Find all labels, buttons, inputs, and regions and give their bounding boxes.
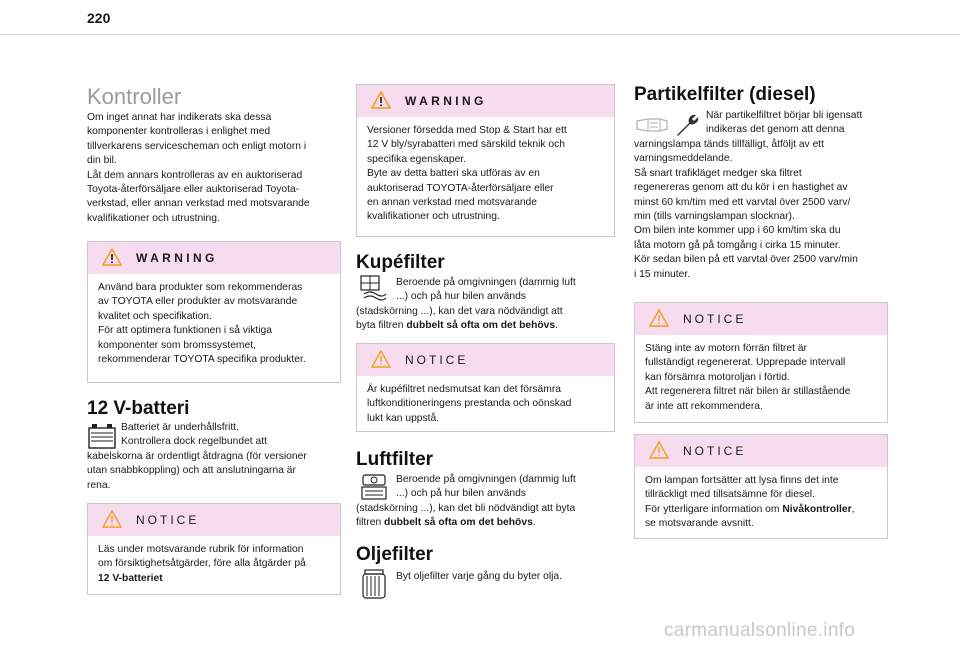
kontroller-intro: Om inget annat har indikerats ska dessa komponenter kontrolleras i enlighet med tillverkarens servicescheman och enligt motorn i din bil. Låt dem annars kontrolleras av en auktoriserad Toyota-återförsäljare eller auktoriserad Toyota- verkstad, eller annan verkstad med motsvarande kvalifikationer och utrustning. — [87, 112, 310, 224]
battery-text-a: Batteriet är underhållsfritt. Kontrollera dock regelbundet att — [121, 422, 267, 448]
notice-box-header — [88, 504, 340, 536]
air-text-a: Beroende på omgivningen (dammig luft ...) och på hur bilen används — [396, 474, 576, 500]
warning-text: Använd bara produkter som rekommenderas av TOYOTA eller produkter av motsvarande kvalitet och specifikation. För att optimera funktionen i så viktiga komponenter som bromssystemet, rekommenderar TOYOTA specifika produkter. — [98, 282, 306, 366]
particle-text-a: När partikelfiltret börjar bli igensatt indikeras det genom att denna — [706, 110, 863, 136]
section-title-oil-filter: Oljefilter — [356, 544, 434, 565]
notice-text — [635, 467, 887, 532]
battery-icon — [87, 422, 117, 450]
cabin-text-main: (stadskörning ...), kan det vara nödvändigt att byta filtren — [356, 306, 563, 332]
cabin-filter-icon — [360, 275, 388, 301]
air-text-end: . — [532, 517, 536, 529]
notice-text-end: , se motsvarande avsnitt. — [645, 503, 855, 530]
page-number: 220 — [87, 10, 111, 26]
air-text-main: (stadskörning ...), kan det bli nödvändigt att byta filtren — [356, 503, 576, 529]
cabin-text-bold: dubbelt så ofta om det behövs — [406, 320, 556, 332]
warning-text: Versioner försedda med Stop & Start har ett 12 V bly/syrabatteri med särskild teknik och specifika egenskaper. Byte av detta batteri ska utföras av en auktoriserad TOYOTA-återförsäljare eller en annan verkstad med motsvarande kvalifikationer och utrustning. — [367, 125, 567, 223]
battery-text-b: kabelskorna är ordentligt åtdragna (för versioner utan snabbkoppling) och att anslutningarna är rena. — [87, 451, 307, 491]
notice-text-bold: 12 V-batteriet — [98, 572, 163, 584]
notice-triangle-icon — [649, 441, 669, 459]
header-divider — [0, 34, 960, 35]
notice-title: NOTICE — [136, 513, 200, 527]
particle-text-b: varningslampa tänds tillfälligt, åtföljt av ett varningsmeddelande. Så snart trafikläget medger ska filtret regenereras genom att du kör i en hastighet av minst 60 km/tim med ett varvtal över 2500 varv/ min (tills varningslampan slocknar). Om bilen inte kommer upp i 60 km/tim ska du låta motorn gå på tomgång i cirka 15 minuter. Kör sedan bilen på ett varvtal över 2500 varv/min i 15 minuter. — [634, 139, 858, 280]
warning-triangle-icon — [102, 248, 122, 266]
cabin-text-end: . — [555, 320, 558, 332]
cabin-text-a: Beroende på omgivningen (dammig luft ...) och på hur bilen används — [396, 277, 576, 303]
notice-title: NOTICE — [683, 312, 747, 326]
notice-box-battery — [87, 503, 341, 595]
notice-title: NOTICE — [683, 444, 747, 458]
notice-box-header — [635, 303, 887, 335]
notice-box-additive — [634, 434, 888, 539]
notice-text: Är kupéfiltret nedsmutsat kan det försämra luftkonditioneringens prestanda och oönskad lukt kan uppstå. — [367, 384, 572, 424]
notice-text-main: Om lampan fortsätter att lysa finns det inte tillräckligt med tillsatsämne för diesel. För ytterligare information om — [645, 475, 839, 515]
section-title-cabin-filter: Kupéfilter — [356, 252, 445, 273]
cabin-text-b — [356, 305, 618, 334]
section-title-kontroller: Kontroller — [87, 84, 182, 109]
air-text-b — [356, 502, 618, 531]
warning-box-stop-start — [356, 84, 615, 237]
notice-triangle-icon — [649, 309, 669, 327]
section-title-battery: 12 V-batteri — [87, 398, 190, 419]
notice-box-header — [357, 344, 614, 376]
notice-text-bold: Nivåkontroller — [782, 503, 852, 515]
notice-triangle-icon — [102, 510, 122, 528]
section-title-particle-filter: Partikelfilter (diesel) — [634, 84, 816, 105]
oil-text: Byt oljefilter varje gång du byter olja. — [396, 571, 562, 582]
section-title-air-filter: Luftfilter — [356, 449, 434, 470]
warning-box-header — [88, 242, 340, 274]
watermark: carmanualsonline.info — [664, 620, 856, 641]
notice-text-main: Läs under motsvarande rubrik för information om försiktighetsåtgärder, före alla åtgärder på — [98, 544, 306, 570]
notice-box-header — [635, 435, 887, 467]
notice-text: Stäng inte av motorn förrän filtret är fullständigt regenererat. Upprepade intervall kan försämra motoroljan i förtid. Att regenerera filtret när bilen är stillastående är inte att rekommendera. — [645, 343, 851, 412]
notice-triangle-icon — [371, 350, 391, 368]
notice-box-regeneration — [634, 302, 888, 423]
notice-title: NOTICE — [405, 353, 469, 367]
notice-box-cabin — [356, 343, 615, 432]
wrench-icon — [672, 110, 702, 140]
air-text-bold: dubbelt så ofta om det behövs — [384, 517, 533, 529]
warning-box-products — [87, 241, 341, 383]
notice-text — [88, 536, 340, 586]
particle-filter-icon — [634, 113, 670, 137]
warning-box-header — [357, 85, 614, 117]
warning-title: WARNING — [405, 94, 487, 108]
warning-title: WARNING — [136, 251, 218, 265]
air-filter-icon — [360, 473, 388, 501]
oil-filter-icon — [360, 568, 388, 600]
warning-triangle-icon — [371, 91, 391, 109]
